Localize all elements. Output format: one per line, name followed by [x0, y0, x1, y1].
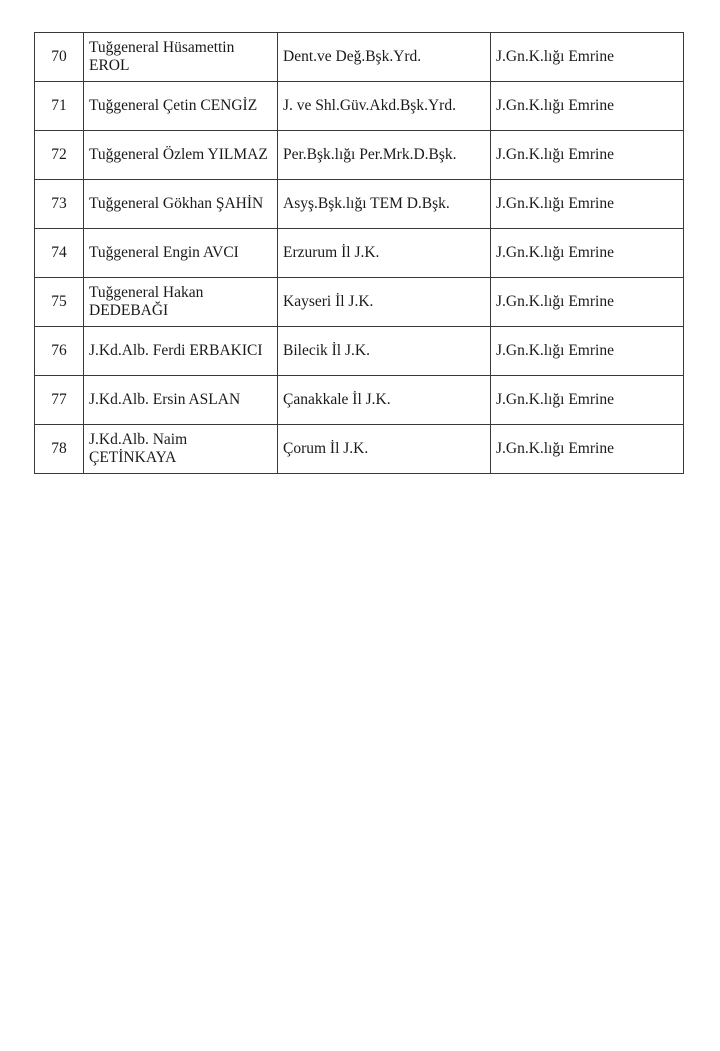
row-number: 75: [35, 278, 84, 327]
table-row: [35, 327, 684, 376]
row-number: 76: [35, 327, 84, 376]
current-post: Dent.ve Değ.Bşk.Yrd.: [278, 33, 491, 82]
table-row: [35, 229, 684, 278]
new-assignment: J.Gn.K.lığı Emrine: [491, 376, 684, 425]
table-row: [35, 33, 684, 82]
current-post: Asyş.Bşk.lığı TEM D.Bşk.: [278, 180, 491, 229]
new-assignment: J.Gn.K.lığı Emrine: [491, 131, 684, 180]
assignment-table: [34, 32, 684, 474]
row-number: 72: [35, 131, 84, 180]
row-number: 73: [35, 180, 84, 229]
row-number: 70: [35, 33, 84, 82]
current-post: Çanakkale İl J.K.: [278, 376, 491, 425]
row-number: 77: [35, 376, 84, 425]
new-assignment: J.Gn.K.lığı Emrine: [491, 425, 684, 474]
current-post: J. ve Shl.Güv.Akd.Bşk.Yrd.: [278, 82, 491, 131]
person-name: Tuğgeneral Hakan DEDEBAĞI: [84, 278, 278, 327]
person-name: Tuğgeneral Çetin CENGİZ: [84, 82, 278, 131]
row-number: 74: [35, 229, 84, 278]
person-name: Tuğgeneral Engin AVCI: [84, 229, 278, 278]
table-row: [35, 131, 684, 180]
new-assignment: J.Gn.K.lığı Emrine: [491, 229, 684, 278]
current-post: Erzurum İl J.K.: [278, 229, 491, 278]
current-post: Bilecik İl J.K.: [278, 327, 491, 376]
document-page: [34, 32, 683, 474]
table-row: [35, 376, 684, 425]
table-row: [35, 425, 684, 474]
person-name: Tuğgeneral Özlem YILMAZ: [84, 131, 278, 180]
person-name: Tuğgeneral Hüsamettin EROL: [84, 33, 278, 82]
table-row: [35, 82, 684, 131]
current-post: Per.Bşk.lığı Per.Mrk.D.Bşk.: [278, 131, 491, 180]
row-number: 71: [35, 82, 84, 131]
new-assignment: J.Gn.K.lığı Emrine: [491, 278, 684, 327]
current-post: Kayseri İl J.K.: [278, 278, 491, 327]
new-assignment: J.Gn.K.lığı Emrine: [491, 82, 684, 131]
new-assignment: J.Gn.K.lığı Emrine: [491, 33, 684, 82]
table-row: [35, 278, 684, 327]
table-row: [35, 180, 684, 229]
person-name: J.Kd.Alb. Ferdi ERBAKICI: [84, 327, 278, 376]
new-assignment: J.Gn.K.lığı Emrine: [491, 327, 684, 376]
person-name: J.Kd.Alb. Naim ÇETİNKAYA: [84, 425, 278, 474]
new-assignment: J.Gn.K.lığı Emrine: [491, 180, 684, 229]
person-name: J.Kd.Alb. Ersin ASLAN: [84, 376, 278, 425]
current-post: Çorum İl J.K.: [278, 425, 491, 474]
person-name: Tuğgeneral Gökhan ŞAHİN: [84, 180, 278, 229]
row-number: 78: [35, 425, 84, 474]
